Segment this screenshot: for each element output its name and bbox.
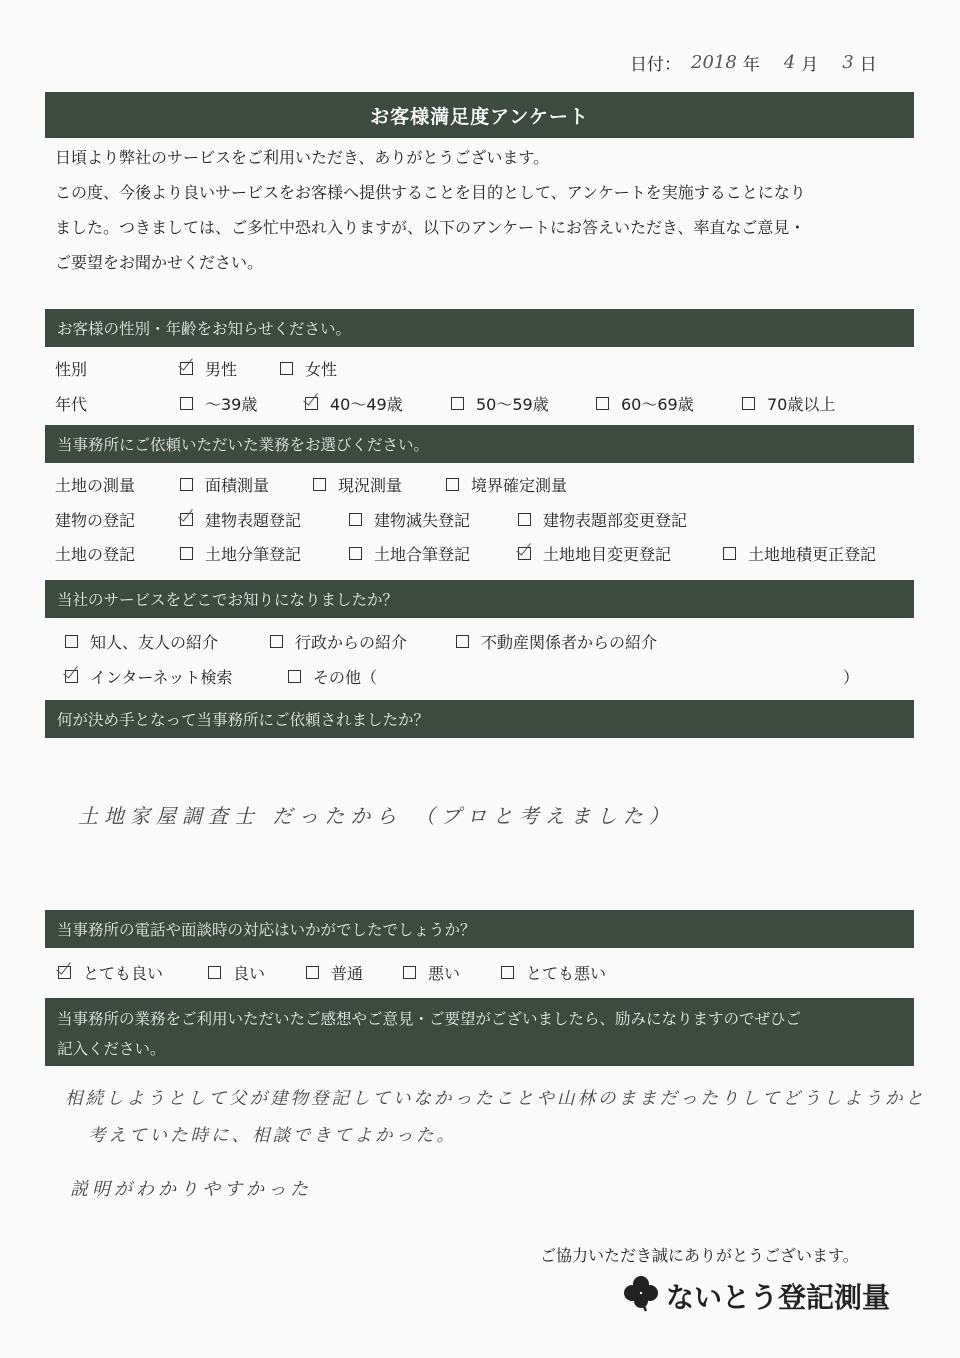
q5-header: 当事務所の電話や面談時の対応はいかがでしたでしょうか？ bbox=[45, 910, 914, 948]
page-title: お客様満足度アンケート bbox=[45, 92, 914, 138]
option-label: 普通 bbox=[331, 963, 364, 983]
service-option[interactable] bbox=[349, 508, 470, 531]
checkbox[interactable] bbox=[270, 635, 283, 648]
service-row bbox=[55, 470, 905, 498]
checkbox[interactable] bbox=[180, 397, 193, 410]
service-option[interactable] bbox=[349, 542, 470, 565]
option-label: 男性 bbox=[205, 359, 238, 379]
service-option[interactable] bbox=[180, 508, 301, 531]
date-day: 3 bbox=[842, 51, 854, 73]
option-label: 50～59歳 bbox=[476, 394, 549, 414]
rating-option[interactable] bbox=[501, 961, 606, 984]
intro-text bbox=[55, 140, 905, 280]
checkbox-checked[interactable] bbox=[180, 513, 193, 526]
checkbox-checked[interactable] bbox=[58, 966, 71, 979]
q3-header: 当社のサービスをどこでお知りになりましたか？ bbox=[45, 580, 914, 618]
q4-answer: 土地家屋調査士 だったから （プロと考えました） bbox=[78, 804, 675, 828]
age-row bbox=[55, 389, 905, 417]
checkbox[interactable] bbox=[208, 966, 221, 979]
checkbox[interactable] bbox=[596, 397, 609, 410]
q6-header bbox=[45, 998, 914, 1066]
source-row bbox=[65, 662, 905, 690]
option-label: 建物表題部変更登記 bbox=[543, 510, 688, 530]
service-row bbox=[55, 539, 905, 567]
q6-header-line: 記入ください。 bbox=[57, 1040, 166, 1058]
company-logo bbox=[622, 1276, 890, 1316]
company-name: ないとう登記測量 bbox=[666, 1281, 891, 1314]
service-option[interactable] bbox=[723, 542, 876, 565]
checkbox-checked[interactable] bbox=[65, 670, 78, 683]
checkbox[interactable] bbox=[742, 397, 755, 410]
option-label: 建物滅失登記 bbox=[374, 510, 471, 530]
checkbox[interactable] bbox=[313, 478, 326, 491]
service-option[interactable] bbox=[518, 508, 687, 531]
date-month: 4 bbox=[783, 51, 796, 73]
checkbox[interactable] bbox=[446, 478, 459, 491]
option-label: 女性 bbox=[305, 359, 338, 379]
date-row bbox=[630, 48, 910, 76]
option-label: 悪い bbox=[428, 963, 461, 983]
intro-line: ました。つきましては、ご多忙中恐れ入りますが、以下のアンケートにお答えいただき、率直なご意見・ bbox=[55, 218, 806, 237]
checkbox-checked[interactable] bbox=[180, 362, 193, 375]
source-option[interactable] bbox=[270, 630, 407, 653]
option-label: インターネット検索 bbox=[90, 667, 233, 687]
option-label: 現況測量 bbox=[338, 475, 403, 495]
age-option[interactable] bbox=[451, 392, 549, 415]
rating-option[interactable] bbox=[306, 961, 363, 984]
option-label: とても悪い bbox=[526, 963, 607, 983]
option-label: 建物表題登記 bbox=[205, 510, 302, 530]
checkbox-checked[interactable] bbox=[305, 397, 318, 410]
q6-answer-line: 相続しようとして父が建物登記していなかったことや山林のままだったりしてどうしようかと bbox=[65, 1089, 926, 1109]
checkbox[interactable] bbox=[518, 513, 531, 526]
option-label: 土地分筆登記 bbox=[205, 544, 302, 564]
clover-icon bbox=[622, 1274, 666, 1319]
option-label: 60～69歳 bbox=[621, 394, 694, 414]
service-row-label: 土地の登記 bbox=[55, 544, 136, 564]
age-option[interactable] bbox=[742, 392, 835, 415]
gender-row bbox=[55, 354, 905, 382]
q6-header-line: 当事務所の業務をご利用いただいたご感想やご意見・ご要望がございましたら、励みになりますのでぜひご bbox=[57, 1010, 802, 1028]
option-label: 70歳以上 bbox=[767, 394, 836, 414]
checkbox[interactable] bbox=[349, 513, 362, 526]
service-option[interactable] bbox=[180, 473, 269, 496]
checkbox[interactable] bbox=[288, 670, 301, 683]
option-label: その他（ bbox=[313, 667, 378, 687]
service-option[interactable] bbox=[180, 542, 301, 565]
option-label: 土地合筆登記 bbox=[374, 544, 471, 564]
checkbox[interactable] bbox=[456, 635, 469, 648]
checkbox[interactable] bbox=[501, 966, 514, 979]
checkbox[interactable] bbox=[723, 547, 736, 560]
checkbox[interactable] bbox=[451, 397, 464, 410]
service-option[interactable] bbox=[313, 473, 402, 496]
checkbox[interactable] bbox=[65, 635, 78, 648]
gender-female-option[interactable] bbox=[280, 357, 337, 380]
option-label: とても良い bbox=[83, 963, 164, 983]
source-row bbox=[65, 627, 905, 655]
source-option[interactable] bbox=[65, 665, 233, 688]
gender-male-option[interactable] bbox=[180, 357, 237, 380]
option-label: 面積測量 bbox=[205, 475, 270, 495]
service-row bbox=[55, 505, 905, 533]
checkbox[interactable] bbox=[280, 362, 293, 375]
checkbox[interactable] bbox=[180, 547, 193, 560]
source-option-other[interactable] bbox=[288, 665, 377, 688]
date-month-unit: 月 bbox=[801, 54, 819, 75]
rating-option[interactable] bbox=[403, 961, 460, 984]
age-option[interactable] bbox=[596, 392, 694, 415]
option-label: 40～49歳 bbox=[330, 394, 403, 414]
q6-answer-line: 説明がわかりやすかった bbox=[70, 1179, 312, 1200]
checkbox[interactable] bbox=[403, 966, 416, 979]
service-row-label: 土地の測量 bbox=[55, 475, 136, 495]
service-option[interactable] bbox=[446, 473, 567, 496]
age-option[interactable] bbox=[305, 392, 403, 415]
option-label: ～39歳 bbox=[205, 394, 258, 414]
option-label: 行政からの紹介 bbox=[295, 632, 408, 652]
option-label: 土地地目変更登記 bbox=[543, 544, 672, 564]
service-option[interactable] bbox=[518, 542, 671, 565]
age-option[interactable] bbox=[180, 392, 257, 415]
rating-row bbox=[58, 958, 908, 986]
date-year: 2018 bbox=[691, 51, 737, 73]
option-label: 土地地積更正登記 bbox=[748, 544, 877, 564]
service-row-label: 建物の登記 bbox=[55, 510, 136, 530]
source-option[interactable] bbox=[65, 630, 218, 653]
intro-line: ご要望をお聞かせください。 bbox=[55, 253, 264, 272]
gender-label: 性別 bbox=[55, 359, 88, 379]
q1-header: お客様の性別・年齢をお知らせください。 bbox=[45, 309, 914, 347]
rating-option[interactable] bbox=[208, 961, 265, 984]
option-label: 不動産関係者からの紹介 bbox=[481, 632, 658, 652]
date-label: 日付： bbox=[630, 54, 681, 75]
intro-line: 日頃より弊社のサービスをご利用いただき、ありがとうございます。 bbox=[55, 148, 550, 167]
age-label: 年代 bbox=[55, 394, 88, 414]
source-option[interactable] bbox=[456, 630, 657, 653]
option-label: 境界確定測量 bbox=[471, 475, 568, 495]
checkbox[interactable] bbox=[349, 547, 362, 560]
rating-option[interactable] bbox=[58, 961, 163, 984]
date-day-unit: 日 bbox=[859, 54, 877, 75]
intro-line: この度、今後より良いサービスをお客様へ提供することを目的として、アンケートを実施することになり bbox=[55, 183, 806, 202]
checkbox-checked[interactable] bbox=[518, 547, 531, 560]
thanks-message: ご協力いただき誠にありがとうございます。 bbox=[540, 1246, 859, 1265]
close-paren: ） bbox=[843, 667, 860, 687]
option-label: 良い bbox=[233, 963, 266, 983]
q6-answer-line: 考えていた時に、相談できてよかった。 bbox=[88, 1126, 457, 1146]
q4-header: 何が決め手となって当事務所にご依頼されましたか？ bbox=[45, 700, 914, 738]
checkbox[interactable] bbox=[306, 966, 319, 979]
option-label: 知人、友人の紹介 bbox=[90, 632, 219, 652]
q2-header: 当事務所にご依頼いただいた業務をお選びください。 bbox=[45, 425, 914, 463]
checkbox[interactable] bbox=[180, 478, 193, 491]
date-year-unit: 年 bbox=[742, 54, 760, 75]
